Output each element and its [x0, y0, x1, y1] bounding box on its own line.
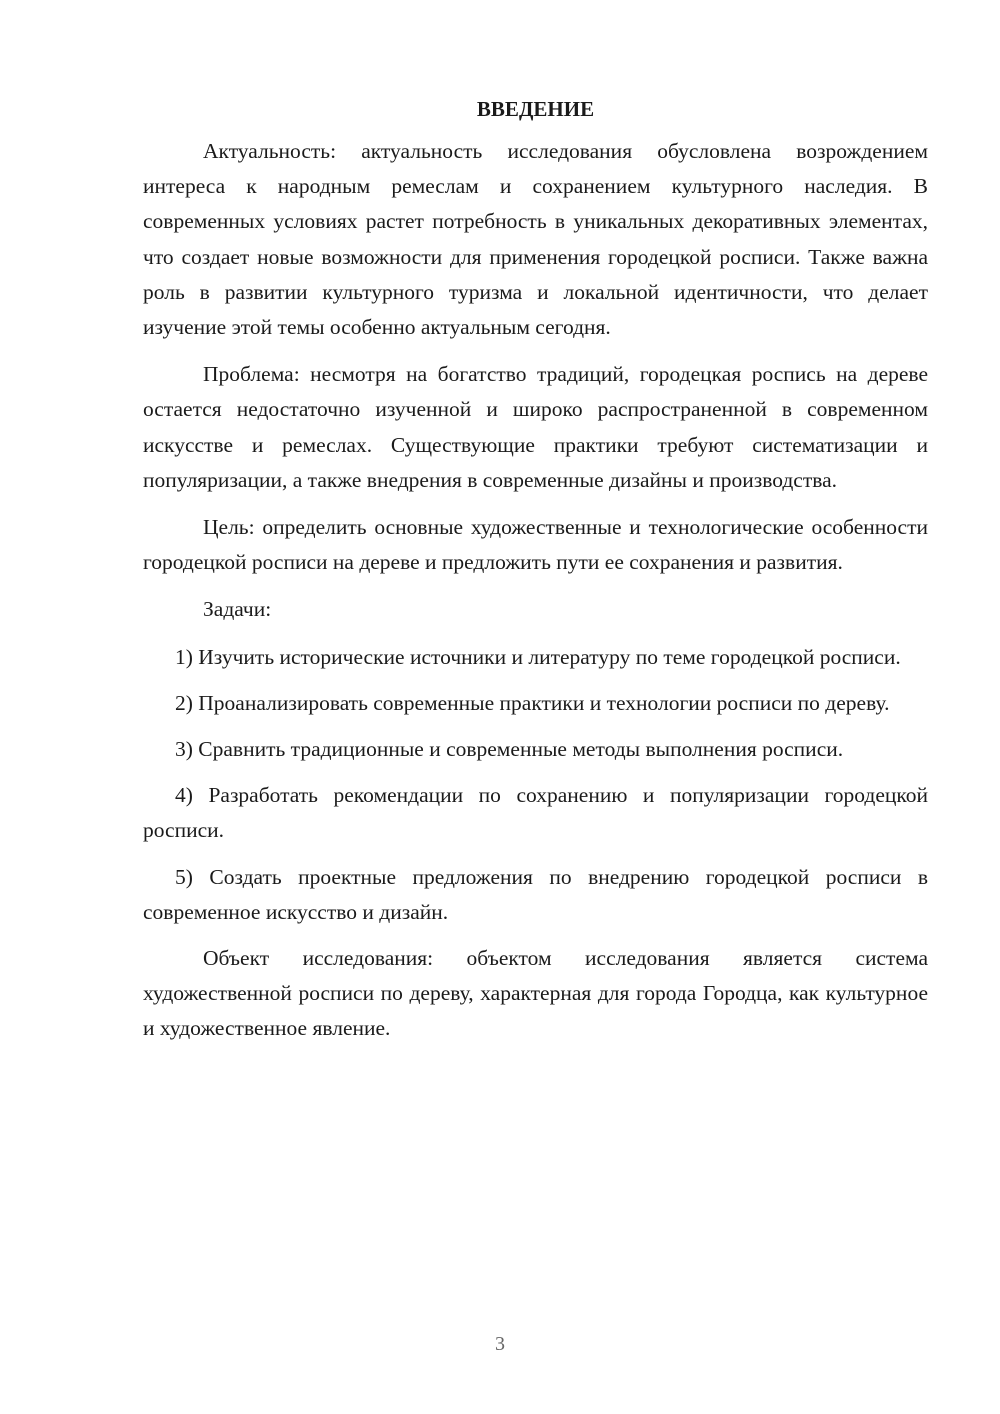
document-title: ВВЕДЕНИЕ	[476, 97, 595, 121]
document-page	[143, 92, 928, 1059]
paragraph-object: Объект исследования: объектом исследования является система художественной росписи по дереву, характерная для города Городца, как культурное и художественное явление.	[143, 946, 928, 1041]
task-item: 5) Создать проектные предложения по внедрению городецкой росписи в современное искусство и дизайн.	[143, 864, 928, 924]
tasks-list	[143, 640, 928, 930]
task-item: 4) Разработать рекомендации по сохранению и популяризации городецкой росписи.	[143, 783, 928, 843]
paragraph-problem: Проблема: несмотря на богатство традиций, городецкая роспись на дереве остается недостаточно изученной и широко распространенной в современном искусстве и ремеслах. Существующие практики требуют систематизации и популяризации, а также внедрения в современные дизайны и производства.	[143, 362, 928, 492]
task-item: 3) Сравнить традиционные и современные методы выполнения росписи.	[175, 737, 844, 762]
tasks-heading: Задачи:	[203, 597, 272, 622]
paragraph-relevance: Актуальность: актуальность исследования обусловлена возрождением интереса к народным ремеслам и сохранением культурного наследия. В современных условиях растет потребность в уникальных декоративных элементах, что создает новые возможности для применения городецкой росписи. Также важна роль в развитии культурного туризма и локальной идентичности, что делает изучение этой темы особенно актуальным сегодня.	[143, 139, 928, 340]
page-number: 3	[495, 1333, 505, 1355]
task-item: 2) Проанализировать современные практики и технологии росписи по дереву.	[175, 690, 890, 715]
task-item: 1) Изучить исторические источники и литературу по теме городецкой росписи.	[175, 644, 901, 669]
paragraph-goal: Цель: определить основные художественные и технологические особенности городецкой росписи на дереве и предложить пути ее сохранения и развития.	[143, 515, 928, 575]
